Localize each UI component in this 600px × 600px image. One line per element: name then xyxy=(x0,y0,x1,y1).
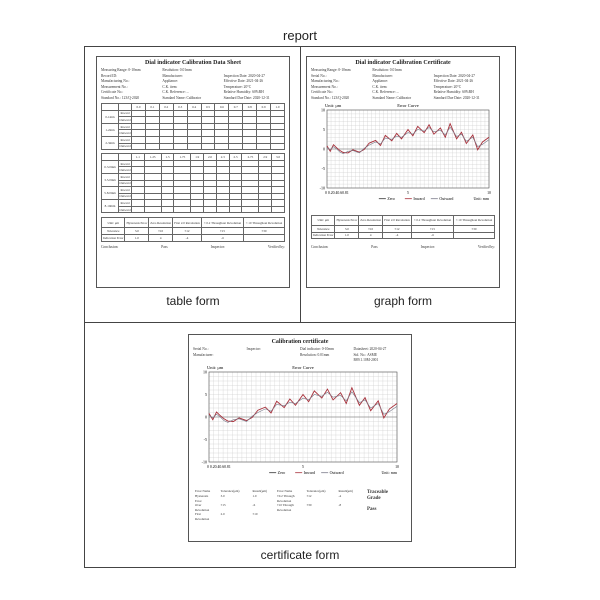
result-cell: Revolution xyxy=(195,507,210,512)
meta-row xyxy=(189,353,411,357)
meta-field: Serial No.: xyxy=(193,347,209,351)
result-cell: Hysteresis xyxy=(195,494,209,499)
result-cell: Revolution xyxy=(277,498,292,503)
certificate-result-table xyxy=(195,489,363,521)
column-header: 2.9 xyxy=(259,154,272,161)
result-cell xyxy=(221,517,253,522)
meta-field: C.K. Reference: ... xyxy=(162,90,190,95)
direction-label: Inward xyxy=(120,161,130,166)
direction-label: Inward xyxy=(120,201,130,206)
footer-field: Inspector: xyxy=(210,244,225,249)
table-header-row xyxy=(102,103,285,110)
legend-label: Zero xyxy=(277,470,286,476)
meta-field xyxy=(247,353,301,357)
table-row xyxy=(102,143,285,150)
summary-header-cell: Unit: μm xyxy=(102,218,125,228)
meta-row xyxy=(189,347,411,351)
chart-unit-label: Unit: μm xyxy=(325,102,342,108)
result-cell: ±15 xyxy=(220,503,226,508)
range-label: 0-3.0mm xyxy=(102,160,119,173)
certificate-grade-stamp xyxy=(367,489,403,521)
column-header: 3.0 xyxy=(272,154,285,161)
summary-cell: ±30 xyxy=(243,228,284,235)
summary-row xyxy=(102,228,285,235)
column-header: 1.5 xyxy=(161,154,174,161)
direction-label: Inward xyxy=(120,174,130,179)
footer-field: Conclusion: xyxy=(311,245,329,250)
meta-field: B89.1.10M-2001 xyxy=(353,358,379,363)
result-cell xyxy=(307,517,339,522)
summary-header-cell: First 2.0 Revolution xyxy=(172,218,201,228)
result-cell: 1.0 xyxy=(252,494,257,499)
result-cell: Error xyxy=(195,498,202,503)
direction-label: Inward xyxy=(120,187,130,192)
meta-field: Measurement No.: xyxy=(101,84,128,89)
calibration-data-table-1 xyxy=(101,103,285,150)
range-label: 1-2mm xyxy=(102,123,119,136)
y-tick-label: 5 xyxy=(205,392,207,398)
table-row xyxy=(102,117,285,124)
summary-cell: Indication Error xyxy=(313,233,334,238)
calibration-data-table-2 xyxy=(101,153,285,213)
meta-field xyxy=(193,358,247,362)
result-cell: ±10 xyxy=(252,512,258,517)
meta-field: Resolution: 0.01mm xyxy=(372,68,402,72)
x-tick-label: 5 xyxy=(302,465,304,470)
column-header: 0.0 xyxy=(132,103,146,110)
meta-field xyxy=(247,358,301,362)
stamp-line: Traceable xyxy=(367,490,389,496)
meta-field: Resolution: 0.01mm xyxy=(162,68,192,72)
summary-header-cell: < 0.2 Throughout Revolution xyxy=(202,218,244,228)
direction-label: Inward xyxy=(120,124,130,129)
summary-cell xyxy=(243,235,284,242)
table-row xyxy=(102,206,285,213)
meta-field: Measuring Range: 0-10mm xyxy=(311,68,351,72)
column-header: 0.3 xyxy=(173,103,187,110)
direction-label: Outward xyxy=(119,181,131,186)
meta-row xyxy=(189,358,411,362)
meta-field: Standard Due Date: 2020-12-31 xyxy=(223,95,270,100)
summary-cell: ±15 xyxy=(202,228,244,235)
result-cell: ±12 xyxy=(306,494,312,499)
meta-field xyxy=(300,358,354,362)
certificate-heading: Calibration certificate xyxy=(271,339,329,345)
meta-field: Relative Humidity: 60%RH xyxy=(433,90,474,95)
meta-row xyxy=(97,74,289,78)
summary-header-cell: Hysteresis Error xyxy=(125,218,149,228)
summary-cell: ±10 xyxy=(149,228,173,235)
meta-row xyxy=(97,90,289,94)
meta-field: Inspection Date: 2020-04-27 xyxy=(433,73,475,78)
y-tick-label: 10 xyxy=(203,369,207,375)
y-tick-label: 0 xyxy=(205,414,207,420)
column-header: 2.0 xyxy=(204,154,217,161)
table-form-footer xyxy=(97,245,289,249)
direction-label: Outward xyxy=(119,194,131,199)
meta-field: Effective Date: 2021-04-26 xyxy=(433,79,474,84)
summary-header-cell: Zero Resolution xyxy=(359,215,383,225)
table-form-meta xyxy=(97,68,289,100)
result-row xyxy=(195,489,363,494)
column-header: 1.0 xyxy=(271,103,285,110)
meta-field: Relative Humidity: 60%RH xyxy=(223,90,264,95)
table-row xyxy=(102,180,285,187)
meta-field: Effective Date: 2021-04-26 xyxy=(223,79,264,84)
y-tick-label: -10 xyxy=(201,459,207,465)
summary-cell: Tolerance xyxy=(102,228,125,235)
x-axis-unit: Unit: mm xyxy=(473,195,489,201)
result-cell: Revolution xyxy=(195,517,210,522)
summary-cell xyxy=(453,232,494,239)
summary-cell: Tolerance xyxy=(312,225,335,232)
result-cell xyxy=(277,517,307,522)
chart-title: Error Curve xyxy=(397,102,419,108)
chart-title: Error Curve xyxy=(292,365,314,371)
meta-field: Dial indicator: 0-10mm xyxy=(300,347,334,351)
table-form-summary xyxy=(101,217,285,241)
result-row xyxy=(195,503,363,508)
result-row xyxy=(195,494,363,499)
summary-header-cell: < 0.2 Throughout Revolution xyxy=(412,215,454,225)
summary-cell: -4 xyxy=(172,235,201,242)
table-form-heading: Dial indicator Calibration Data Sheet xyxy=(145,60,241,66)
meta-row xyxy=(307,74,499,78)
graph-form-heading: Dial indicator Calibration Certificate xyxy=(355,60,451,66)
meta-field: Manufacturing No.: xyxy=(101,79,130,84)
meta-row xyxy=(97,85,289,89)
summary-cell: ±10 xyxy=(359,225,383,232)
meta-field: Serial No.: xyxy=(311,73,327,78)
summary-header-cell: Unit: μm xyxy=(312,215,335,225)
result-cell: -6 xyxy=(252,503,256,508)
meta-field: C.K. Reference: ... xyxy=(372,90,400,95)
y-tick-label: 10 xyxy=(321,107,325,113)
y-tick-label: 0 xyxy=(323,146,325,152)
table-row xyxy=(102,167,285,174)
table-row xyxy=(102,110,285,117)
result-cell: Tolerance(μm) xyxy=(306,489,326,494)
meta-field: Manufacturer: xyxy=(372,73,393,78)
column-header: 1.1 xyxy=(132,154,145,161)
direction-label: Inward xyxy=(120,111,130,116)
result-cell xyxy=(338,517,363,522)
summary-cell: Indication Error xyxy=(103,235,124,240)
meta-field: Inspection Date: 2020-04-27 xyxy=(223,73,265,78)
result-cell: ±0.2 Through xyxy=(277,494,295,499)
meta-field: Standard Name: Calibrator xyxy=(162,95,202,100)
summary-header-row xyxy=(312,215,495,225)
table-header-row xyxy=(102,154,285,161)
meta-field: Certificate No.: xyxy=(311,90,334,95)
result-cell: ±30 xyxy=(306,503,312,508)
graph-form-footer xyxy=(307,245,499,249)
meta-row xyxy=(307,90,499,94)
summary-header-cell: < 10 Throughout Revolution xyxy=(243,218,284,228)
result-row xyxy=(195,517,363,522)
certificate-meta xyxy=(189,347,411,362)
result-cell: Revolution xyxy=(277,507,292,512)
summary-cell: ±30 xyxy=(453,225,494,232)
meta-field: C.K. item: xyxy=(162,84,178,89)
column-header: 1.75 xyxy=(174,154,191,161)
footer-field: Pass xyxy=(161,244,168,249)
meta-field: Standard No.: 123/Q-2020 xyxy=(311,95,350,100)
y-tick-label: 5 xyxy=(323,126,325,132)
direction-label: Outward xyxy=(119,144,131,149)
meta-row xyxy=(97,96,289,100)
direction-label: Outward xyxy=(119,207,131,212)
meta-field: Measurement No.: xyxy=(311,84,338,89)
x-tick-label: 5 xyxy=(407,190,409,195)
meta-field: Appliance: xyxy=(162,79,179,84)
meta-field xyxy=(434,68,495,72)
meta-field: C.K. item: xyxy=(372,84,388,89)
summary-cell: 3.0 xyxy=(125,228,149,235)
result-cell: 2.0 xyxy=(220,512,225,517)
meta-field: Datasheet: 2020-04-27 xyxy=(353,347,387,351)
summary-header-cell: Hysteresis Error xyxy=(335,215,359,225)
graph-form-meta xyxy=(307,68,499,100)
legend-label: Outward xyxy=(439,195,454,201)
direction-label: Outward xyxy=(119,117,131,122)
summary-cell: -6 xyxy=(202,235,244,242)
result-cell: Error Name xyxy=(195,489,211,494)
x-tick-label: 10 xyxy=(395,465,399,470)
summary-cell: -6 xyxy=(412,232,454,239)
table-row xyxy=(102,136,285,143)
result-cell: 3.0 xyxy=(220,494,225,499)
summary-header-cell: < 10 Throughout Revolution xyxy=(453,215,494,225)
y-tick-label: -10 xyxy=(319,185,325,191)
direction-label: Outward xyxy=(119,168,131,173)
meta-field: Measuring Range: 0-10mm xyxy=(101,68,141,72)
graph-form-caption: graph form xyxy=(373,294,433,308)
meta-field: Manufacturer: xyxy=(193,352,214,357)
range-label: 0-1mm xyxy=(102,110,119,123)
graph-form-summary xyxy=(311,215,495,239)
footer-field: Pass xyxy=(371,245,378,250)
column-header: 0.1 xyxy=(145,103,159,110)
column-header: 0.4 xyxy=(187,103,201,110)
x-tick-label: 0 0.20.40.60.81 xyxy=(207,465,231,470)
meta-field: Std. No.: ASME xyxy=(353,352,378,357)
result-cell: Error Name xyxy=(277,489,293,494)
footer-field: Verified by: xyxy=(267,244,285,249)
meta-field: Temperature: 20°C xyxy=(433,84,462,89)
table-row xyxy=(102,130,285,137)
result-cell: -4 xyxy=(338,494,342,499)
meta-field: Record ID: xyxy=(101,73,118,78)
result-cell: ±10 Through xyxy=(277,503,294,508)
range-label: 5-8.0mm xyxy=(102,187,119,200)
y-tick-label: -5 xyxy=(321,165,325,171)
legend-label: Outward xyxy=(329,470,344,476)
meta-row xyxy=(97,79,289,83)
chart-unit-label: Unit: μm xyxy=(207,365,224,371)
direction-label: Inward xyxy=(120,137,130,142)
column-header: 0.7 xyxy=(229,103,243,110)
result-cell: First xyxy=(195,512,201,517)
y-tick-label: -5 xyxy=(203,437,207,443)
summary-header-cell: Zero Resolution xyxy=(149,218,173,228)
meta-row xyxy=(307,68,499,72)
column-header: 0.6 xyxy=(215,103,229,110)
range-label: 3-5.0mm xyxy=(102,173,119,186)
meta-field: Manufacturer: xyxy=(162,73,183,78)
footer-field: Inspector: xyxy=(420,245,435,250)
summary-header-row xyxy=(102,218,285,228)
table-row xyxy=(102,160,285,167)
summary-header-cell: First 2.0 Revolution xyxy=(382,215,411,225)
summary-cell: 4 xyxy=(359,232,383,239)
table-row xyxy=(102,187,285,194)
column-header: 0.9 xyxy=(257,103,271,110)
x-tick-label: 0 0.20.40.60.81 xyxy=(325,190,349,195)
summary-cell: 1.0 xyxy=(335,232,359,239)
meta-row xyxy=(307,85,499,89)
graph-form-document xyxy=(306,56,500,288)
summary-row xyxy=(102,235,285,242)
table-row xyxy=(102,200,285,207)
table-row xyxy=(102,193,285,200)
horizontal-divider xyxy=(84,322,516,323)
legend-label: Zero xyxy=(387,195,395,201)
legend-label: Inward xyxy=(413,195,425,201)
legend-label: Inward xyxy=(303,470,315,476)
result-cell: -8 xyxy=(338,503,342,508)
meta-field: Certificate No.: xyxy=(101,90,124,95)
column-header: 0.5 xyxy=(201,103,215,110)
summary-cell: 3.0 xyxy=(335,225,359,232)
vertical-divider xyxy=(300,46,301,322)
range-label: 2-3mm xyxy=(102,136,119,149)
table-form-document xyxy=(96,56,290,288)
table-form-caption: table form xyxy=(166,294,220,308)
footer-field: Verified by: xyxy=(477,245,495,250)
result-cell xyxy=(253,517,277,522)
table-row xyxy=(102,123,285,130)
x-axis-unit: Unit: mm xyxy=(381,470,397,476)
column-header: 2.5 xyxy=(229,154,242,161)
certificate-error-chart xyxy=(195,364,407,482)
result-cell: Tolerance(μm) xyxy=(220,489,240,494)
meta-field: Resolution: 0.01mm xyxy=(300,352,330,357)
meta-field: Appliance: xyxy=(372,79,389,84)
column-header: 2.75 xyxy=(242,154,259,161)
meta-field xyxy=(224,68,285,72)
result-cell: Result(μm) xyxy=(338,489,353,494)
stamp-line: Pass xyxy=(367,507,377,513)
certificate-form-caption: certificate form xyxy=(260,548,340,562)
meta-field: Temperature: 20°C xyxy=(223,84,252,89)
meta-row xyxy=(97,68,289,72)
meta-field: Standard No.: 123/Q-2020 xyxy=(101,95,140,100)
meta-field: Standard Due Date: 2020-12-31 xyxy=(433,95,480,100)
column-header: 0.2 xyxy=(159,103,173,110)
summary-cell: ±12 xyxy=(382,225,411,232)
footer-field: Conclusion: xyxy=(101,244,119,249)
column-header: 1.25 xyxy=(144,154,161,161)
graph-form-error-chart xyxy=(311,102,497,206)
summary-cell: 1.0 xyxy=(125,235,149,242)
meta-field: Inspector: xyxy=(246,347,261,351)
summary-cell: 4 xyxy=(149,235,173,242)
meta-row xyxy=(307,79,499,83)
column-header: 0.8 xyxy=(243,103,257,110)
page-title: report xyxy=(283,28,317,43)
meta-field: Manufacturing No.: xyxy=(311,79,340,84)
column-header: 1.9 xyxy=(191,154,204,161)
meta-row xyxy=(307,96,499,100)
summary-cell: -4 xyxy=(382,232,411,239)
meta-field: Standard Name: Calibrator xyxy=(372,95,412,100)
direction-label: Outward xyxy=(119,131,131,136)
stamp-line: Grade xyxy=(367,496,381,502)
table-row xyxy=(102,173,285,180)
result-cell: Over xyxy=(195,503,202,508)
certificate-form-document xyxy=(188,334,412,542)
result-cell: Result(μm) xyxy=(252,489,267,494)
summary-row xyxy=(312,225,495,232)
column-header: 2.3 xyxy=(216,154,229,161)
summary-cell: ±12 xyxy=(172,228,201,235)
x-tick-label: 10 xyxy=(487,190,491,195)
summary-cell: ±15 xyxy=(412,225,454,232)
summary-row xyxy=(312,232,495,239)
range-label: 8-10mm xyxy=(102,200,119,213)
